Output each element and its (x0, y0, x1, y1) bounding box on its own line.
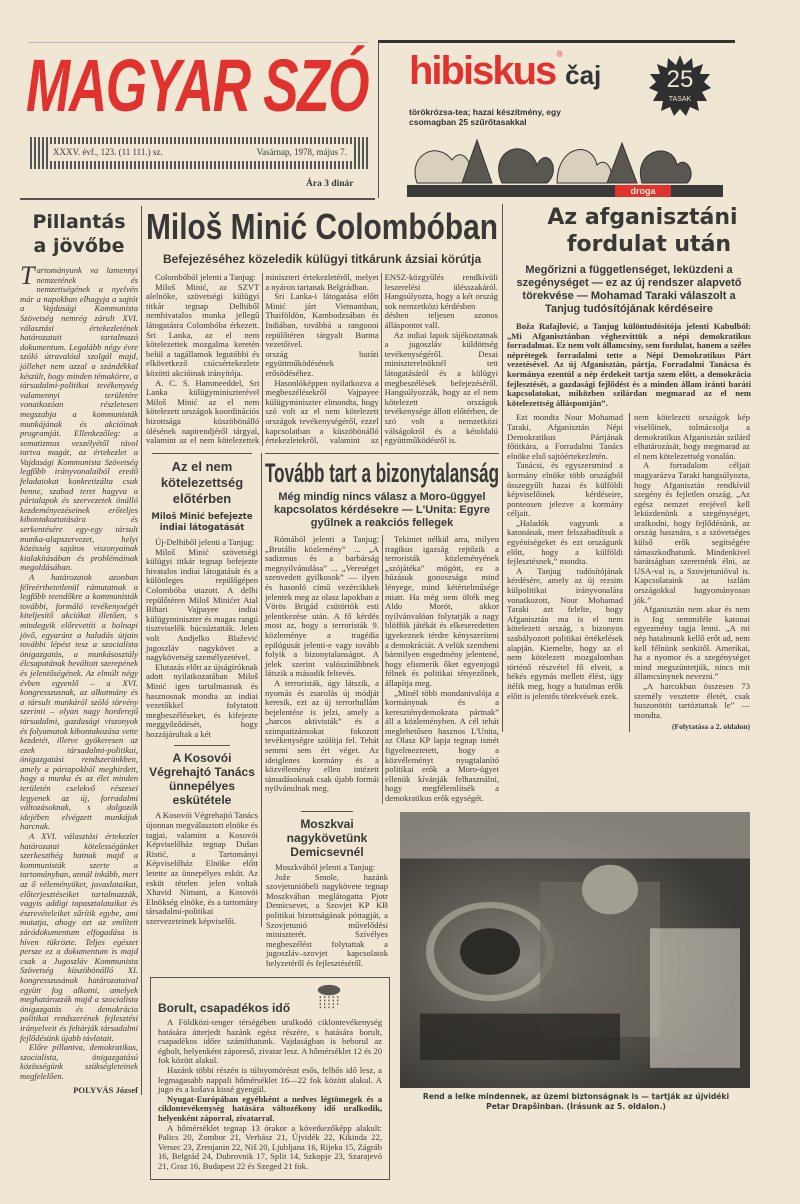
paragraph: Hasonlóképpen nyilatkozva a megbeszélésekről Vajpayee külügyminiszter elmondta, hogy szó volt az el nem kötelezett országok tevékenységéről, ezzel kapcsolatban a küszöbönálló értekezletekről, valamint az ENSZ-közgyűlés rendkívüli leszerelési ülésszakáról. Hangsúlyozta, hogy a két ország sok nemzetközi kérdésben (265, 272, 498, 446)
paragraph: désben teljesen azonos álláspontot vall. (384, 310, 498, 330)
paragraph: A hőmérséklet tegnap 13 órakor a következőképp alakult: Palics 20, Zombor 21, Verbász 21, Újvidék 22, Kikinda 22, Versec 23, Zrenjanin 22, Niš 20, Ljubljana 16, Rijeka 15, Zágráb 16, Belgrád 24, Dubrovnik 17, Split 14, Szkopje 23, Szarajevó 21, Graz 16, Budapest 22 és Szeged 21 fok. (158, 1122, 382, 1171)
ad-description: törökrózsa-tea; hazai készítmény, egy csomagban 25 szűrőtasakkal (409, 107, 561, 127)
badge-label: TASAK (668, 96, 692, 103)
paragraph: A terroristák, úgy látszik, a nyomás és zsarolás új módját keresik, ezt az új terrorhullám bejelentése is jelzi, amely a „harcos aktivisták” és a szimpatizánsokat fokozott tevékenységre szólítja fel. Tehát semmi sem ért véget. Az ideiglenes kormány és a közvélemény ellen intézett támadásoknak csak újabb formái nyilvánulnak meg. (265, 677, 379, 794)
editorial-column (20, 206, 142, 1095)
editorial-title (20, 210, 138, 258)
tovabb-article (265, 453, 499, 804)
afgan-headline-line1: Az afganisztáni (547, 205, 738, 230)
paragraph: Nyugat-Európában egyébként a nedves légtömegek és a ciklontevékenység hatására változékony idő uralkodik, helyenként záporral, zivatarral. (158, 1093, 382, 1123)
editorial-paragraph: A határozatok azonban félreérthetetlenül rámutatnak a legfőbb teendőkre a kommunisták további, formáló tevékenységét kiteljesítő akciókat illetően, s mindegyik előrevetíti a holnapi jövő, egyaránt a haladás útjain további lépést tesz a szocialista önigazgatás, a munkásosztály élcsapatának beváltott szerepének és jelentőségének. Az elmúlt négy évben egyenlő – a XVI. kongresszusnak, az alkotmány és a társult munkáról szóló törvény szerinti – olyan nagy horderejű társadalmi, gazdasági viszonyok és folyamatok kibontakozása vette kezdetét, illetve gyökeresen az ezek társadalmi-politikai, önigazgatási rendszerünkben, amely a pártapokból meghirdett, hogy a munka és az élet minden területén cselekvő részesei legyenek az új, forradalmi változásoknak, s dolgozók idejében elvégzett munkájuk harcnak. (20, 572, 138, 832)
masthead (26, 44, 368, 128)
paragraph: A. C. S. Hammeeddel, Sri Lanka külügyminiszterével Miloš Minić az el nem kötelezett országok koordinációs bizottsága küszöbönálló ülésének napirendjéről tárgyal, valamint az el nem kötelezettek miniszteri értekezletéről, melyet a nyáron tartanak Belgrádban. (146, 272, 379, 446)
paragraph: Jože Smole, hazánk szovjetunióbeli nagykövete tegnap Moszkvában meglátogatta Pjotr Demicsevet, a Szovjet KP KB politikai bizottságának póttagját, a Szovjetunió művelődési miniszterét. Szívélyes megbeszélést folytattak a jugoszláv–szovjet kapcsolatok helyzetéről és fejlesztéséről. (266, 871, 388, 968)
paragraph: Ezt mondta Nour Mohamad Taraki, Afganisztán Népi Demokratikus Pártjának főtitkára, a Forradalmi Tanács elnöke első sajtóértekezletén. (507, 412, 623, 461)
tovabb-headline: Tovább tart a bizonytalanság (265, 458, 500, 488)
afgan-lead: Boža Rafajlović, a Tanjug különtudósítója jelenti Kabulból: „Mi Afganisztánban véghezvittük a népi demokratikus forradalmat. Ez nem volt államcsíny, sem fordulat, hanem a széles néprétegek forradalmi tette a Népi Demokratikus Párt vezetésével. Az új Afganisztán, pártja, Forradalmi Tanácsa és kormánya ezentúl a nép érdekeit tartja szem előtt, a demokrácia fejlesztését, a gazdasági fejlődést és a minden állam iránti baráti kapcsolatokat, miközben szilárdan megmarad az el nem kötelezettség álláspontján”. (507, 321, 751, 408)
afgan-headline (507, 204, 751, 258)
paragraph: Miloš Minić, az SZVT alelnöke, szövetségi külügyi titkár tegnap Delhiből nemhivatalos munka jellegű látogatásra Colombóba érkezett. Sri Lanka, az el nem kötelezettek mozgalma keretén belül a tagállamok legutóbbi és elkövetkező csúcsértekezlete közötti akcióinak irányítója. (146, 281, 260, 378)
left-subcolumn (146, 453, 262, 927)
elnem-headline: Az el nem kötelezettség előtérben (160, 459, 244, 506)
paragraph: Tekintet nélkül arra, milyen tragikus igazság rejtőzik a terroristák közleményének „szójátéka” mögött, ez a húzásuk gonoszsága mind lényege, mind kétértelműsége miatt. Ha még nem ölték meg Aldo Morót, akkor nyilvánvalóan folytatják a nagy blöffök játékát és elkeseredetten igyekeznek térdre kényszeríteni a demokráciát. A velük szembeni bármilyen engedmény jelentené, hogy elismerik őket egyenjogú félnek és politikai tényezőnek, állapítja meg. (385, 534, 499, 688)
badge-25-tasak (649, 55, 711, 117)
paragraph: „Haladók vagyunk a katonának, merr felszabadítsuk a egyéniségeket és ezt országunk előtt, hogy a külföldi fejlesztésnek,” mondta. (507, 517, 623, 567)
paragraph: Az indiai lapok tájékoztatnak a jugoszláv küldöttség tevékenységéről. Desai miniszterelnöknél tett látogatásáról és a külügyi megbeszélések befejezéséről. Hangsúlyozzák, hogy az el nem kötelezett országok tevékenysége állott előtérben, de szó volt a nemzetközi válságokról és a kétoldalú együttműködésről is. (384, 329, 498, 446)
editorial-paragraph: A XVI. választási értekezlet határozatai kötelességünket szerkeszthég hatnak majd a kommunisták szerte a tartományban, annál inkább, mert az ő véleményüket, javaslataikat, előterjesztéseiket tartalmazzák, vagyis addigi tapasztalataikat és észrevételeiket sűrítik egybe, ami mutatja, ahogy ezt az említett záródokumentum elfogadása is híven tükrözte. Teljes egészet persze ez a dokumentum is majd csak a Jugoszláv Kommunista Szövetség küszöbönálló XI. kongresszusának határozataival együtt fog alkotni, amelyek meghatározzák majd a szocialista önigazgatás és demokrácia politikai rendszerének fejlesztési irányelveit és feltárják társadalmi fejlődésünk újabb távlatait. (20, 831, 138, 1043)
minic-article (146, 206, 498, 446)
paragraph: Miloš Minić szövetségi külügyi titkár tegnap befejezte hivatalos indiai látogatását és a különleges repülőgépen Colombóba utazott. A delhi repülőtéren Miloš Minićet Atal Bihari Vajpayee indiai külügyminiszter és magas rangú tisztviselők búcsúztatták. Jelen volt Andjelko Blažević jugoszláv nagykövet a nagykövetség személyzetével. (146, 546, 258, 663)
paragraph: Moszkvából jelenti a Tanjug: (275, 862, 376, 872)
hibiskus-tea-advertisement (378, 40, 735, 198)
afgan-column-2 (629, 413, 750, 732)
paragraph: A Tanjug tudósítójának kérdésére, amely az új rezsim külpolitikai irányvonalára vonatkozott, Nour Mohamad Taraki azt felelte, hogy Afganisztán ma is el nem kötelezett ország, s bizonyos szabályozott politikai értékelések alapján. Kiemelte, hogy az el nem kötelezett mozgalomban történő részvétel fő elveit, a békés egymás mellett élést, úgy ítélik meg, hogy a hatalmas erők előtt is jelentős törekvések ezek. (507, 565, 623, 701)
minic-subheadline: Befejezéséhez közeledik külügyi titkárunk ázsiai körútja (163, 252, 482, 266)
newspaper-logo: MAGYAR SZÓ (26, 44, 369, 127)
minic-body (146, 273, 498, 446)
kosovo-body (146, 811, 258, 926)
paragraph: „Minél több mondanivalója a kormánynak és a kereszténydemokrata pártnak” áll a közleményben. A cél tehát meglehetősen hasznos L'Unita, az Olasz KP lapja tegnap ismét figyelmeztetett, hogy a közvéleményt nyugtalanító politikai erők a Moro-ügyet ellenük kívánják felhasználni, hogy megfélemlítsék a demokratikus erők egységét. (385, 687, 499, 804)
paragraph: Afganisztán nem akar és nem is fog semmiféle katonai egyezmény tagja lenni. „A mi nép hatalmunk kellő erőt ad, nem kell félnünk senkitől. Amerikai, ha a nyomor és a szegénységet mind megszüntetjük, nincs mit államcsínynek nevezni.” (634, 604, 750, 682)
minic-headline: Miloš Minić Colombóban (146, 206, 498, 247)
paragraph: A Kosovói Végrehajtó Tanács újonnan megválasztott elnöke és tagjai, valamint a Kosovói Képviselőház tegnap Dušan Ristić, a Tartományi Képviselőház Elnöke előtt letette az ünnepélyes esküt. Az esküt tételen jelen voltak Xhavid Nimani, a Kosovói Elnökség elnöke, és a tartomány társadalmi-politikai szervezeteinek képviselői. (146, 810, 258, 926)
afgan-column-1 (507, 413, 623, 732)
caption-line1: Rend a lelke mindennek, az üzemi biztonságnak is — tartják az újvidéki (422, 1092, 730, 1101)
editorial-title-line1: Pillantás (32, 211, 126, 233)
weather-box (150, 977, 390, 1180)
editorial-author: POLYVÁS József (73, 1085, 138, 1096)
afgan-article (502, 204, 751, 732)
badge-number: 25 (666, 66, 694, 93)
paragraph: Rómából jelenti a Tanjug: „Brutális közlemény” ... „A sadizmus és a barbárság megnyilvánulása” ... „Vereséget szenvedett gyilkosok” — ilyen és hasonló című vezércikkek jelentek meg az olasz lapokban a Vörös Brigád csütörtök esti jelentkezése után. A fő kérdés most az, hogy a terroristák 9. közleménye a tragédia epilógusát jelenti-e vagy tovább folyik a bizonytalanságot. A jelek szerint valószínűbbnek látszik a második feltevés. (265, 534, 379, 679)
paragraph: Új-Delhiből jelenti a Tanjug: (155, 537, 255, 547)
photo-caption (400, 1092, 752, 1112)
moszkva-article (266, 811, 388, 969)
editorial-paragraph: artományunk va lamennyi nemzetének és nemzetiségének a nyelvén már a napokban elhagyja a sajtót a Vajdasági Kommunista Szövetség nemrég zárult XVI. választási értekezletének határozatait tartalmazó dokumentum. Legalább négy évre szóló útravalóul szolgál majd, jóllehet nem azzal a szándékkal készült, hogy minden témakörre, a társadalmi-politikai tevékenység valamennyi területére vonatkozóan részletesen megszabja a kommunisták munkájának és akcióinak programját. Ellenkezőleg: a sematizmus veszélyétől távol tartva magát, az értekezlet a Vajdasági Kommunista Szövetség legfőbb irányvonalaiból eredő feladatokat konkretizálta csak benne, szabad teret hagyva a pártalapok és szervezetek önálló kezdeményezéseinek erőteljes kibontakoztatására és serkentésére egy-egy társult munka-alapszervezet, helyi közösség sajátos viszonyainak kialakításában és problémáinak megoldásában. (20, 265, 138, 573)
ad-brand: hibiskus (409, 49, 556, 93)
tovabb-body (265, 535, 499, 804)
rain-cloud-icon (316, 984, 342, 1015)
paragraph: Tanácsi, és egyszersmind a kormány elnöke több országból összegyűlt hazai és külföldi képviselőinek kérdéseire, ponteosen jelezve a kormány céljait. (507, 460, 623, 519)
registered-mark: ® (556, 49, 564, 59)
issue-number: XXXV. évf., 123. (11 111.) sz. (53, 147, 163, 157)
tovabb-subheadline: Még mindig nincs válasz a Moro-üggyel kapcsolatos kérdésekre — L'Unita: Egyre gyűlnek a reakciós fellegek (274, 491, 490, 529)
paragraph: A forradalom céljait magyarázva Taraki hangsúlyozta, hogy Afganisztán rendkívül szegény és fejletlen ország. „Az egész nemzet erejével kell leküzdenünk a szegénységet, uralkodni, hogy fejlődésünk, az ország hasznára, s a szövetséges külső erők segítségére támaszkodhatunk. Mindenkivel barátságban szeretnénk élni, az USA-val is, a Szovjetunióval is. Kapcsolataink az iszlám országokkal hagyományosan jók.” (634, 460, 750, 605)
paragraph: „A harcokban összesen 73 személy vesztette életét, csak huszonötöt tartóztattak le” — mondta. (634, 680, 750, 720)
price: Ára 3 dinár (306, 179, 354, 189)
issue-info-bar (30, 137, 368, 169)
drop-cap: T (20, 261, 35, 290)
paragraph: Hazánk többi részén is túlnyomórészt esős, felhős idő lesz, a legmagasabb nappali hőmérséklet 16—22 fok között alakul. A jugo és a košava kissé gyengül. (158, 1064, 382, 1095)
paragraph: Sri Lanka-i látogatása előtt Minić járt Vietnamban, Thaiföldön, Kambodzsában és Indiában, továbbá a rangooni repülőtéren tárgyalt Burma vezetőivel. (265, 291, 379, 350)
editorial-title-line2: a jövőbe (33, 235, 125, 257)
hibiscus-flowers-illustration (407, 135, 723, 185)
ad-product: čaj (565, 60, 602, 90)
elnem-body (146, 538, 258, 739)
weather-headline: Borult, csapadékos idő (158, 1001, 291, 1015)
editorial-body (20, 261, 138, 1081)
paragraph: A Földközi-tenger térségében uralkodó ciklontevékenység hatására átterjedt hazánk egész részére, s hatására borult, csapadékos időre számíthatunk. Vajdaságban is beborul az égbolt, helyenként záporeső, zivatar lesz. A hőmérséklet 12 és 20 fok között alakul. (158, 1017, 382, 1066)
afgan-subheadline: Megőrizni a függetlenséget, leküzdeni a szegénységet — ez az új rendszer alapvető törekvése — Mohamad Taraki válaszolt a Tanjug tudósítójának kérdéseire (516, 264, 742, 315)
moszkva-headline: Moszkvai nagykövetünk Demicsevnél (286, 817, 368, 859)
caption-line2: Petar Drapšinban. (Írásunk az 5. oldalon.) (486, 1102, 666, 1111)
issue-date: Vasárnap, 1978, május 7. (256, 147, 347, 157)
weather-body (158, 1018, 382, 1172)
afgan-headline-line2: fordulat után (566, 232, 732, 257)
editorial-closing: Előre pillantva, demokratikus, szocialista, önigazgatású közösségünk szükségleteinek megfelelően. (20, 1042, 138, 1081)
droga-logo: droga (615, 185, 671, 197)
paragraph: Elutazás előtt az újságíróknak adott nyilatkozatában Miloš Minić igen tartalmasnak és hasznosnak mondta az indiai vezetőkkel folytatott megbeszéléseket, és kifejezte meggyőződését, hogy hozzájárultak a két (146, 661, 258, 739)
factory-worker-photo (400, 812, 750, 1088)
kosovo-headline: A Kosovói Végrehajtó Tanács ünnepélyes eskütétele (149, 751, 255, 808)
moszkva-body (266, 863, 388, 969)
paragraph: ország baráti együttműködésének erősödéséhez. (265, 348, 379, 378)
paragraph: nem kötelezett országok kép viselőinek, tolmácsolja a demokratikus Afganisztán szilárd elhatározását, hogy megmarad az el nem kötelezettség vonalán. (634, 412, 750, 461)
elnem-subheadline: Miloš Minić befejezte indiai látogatását (151, 512, 253, 533)
paragraph: Colombóból jelenti a Tanjug: (155, 272, 256, 282)
continued-note: (Folytatása a 2. oldalon) (671, 722, 750, 732)
